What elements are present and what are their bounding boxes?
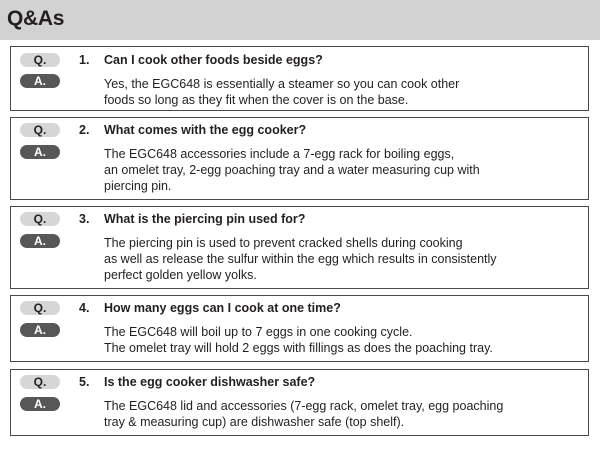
answer-line: The EGC648 will boil up to 7 eggs in one cooking cycle. — [104, 325, 413, 339]
faq-item — [10, 295, 589, 362]
answer-line: tray & measuring cup) are dishwasher safe (top shelf). — [104, 415, 405, 429]
faq-question: Is the egg cooker dishwasher safe? — [104, 375, 316, 389]
page-header — [0, 0, 600, 40]
answer-line: The piercing pin is used to prevent cracked shells during cooking — [104, 236, 463, 250]
faq-question: Can I cook other foods beside eggs? — [104, 53, 323, 67]
faq-number: 3. — [79, 212, 90, 226]
answer-badge: A. — [20, 234, 60, 248]
faq-question: How many eggs can I cook at one time? — [104, 301, 341, 315]
question-badge: Q. — [20, 53, 60, 67]
faq-number: 5. — [79, 375, 90, 389]
question-badge: Q. — [20, 375, 60, 389]
faq-item — [10, 46, 589, 111]
answer-line: piercing pin. — [104, 179, 172, 193]
faq-question: What comes with the egg cooker? — [104, 123, 307, 137]
faq-item — [10, 369, 589, 436]
answer-line: foods so long as they fit when the cover is on the base. — [104, 93, 409, 107]
faq-answer — [104, 324, 574, 356]
answer-line: The EGC648 accessories include a 7-egg rack for boiling eggs, — [104, 147, 455, 161]
answer-line: The omelet tray will hold 2 eggs with fillings as does the poaching tray. — [104, 341, 493, 355]
faq-number: 4. — [79, 301, 90, 315]
answer-line: an omelet tray, 2-egg poaching tray and a water measuring cup with — [104, 163, 480, 177]
answer-badge: A. — [20, 323, 60, 337]
page-title: Q&As — [7, 7, 65, 30]
question-badge: Q. — [20, 212, 60, 226]
faq-item — [10, 206, 589, 289]
faq-item — [10, 117, 589, 200]
answer-line: as well as release the sulfur within the egg which results in consistently — [104, 252, 497, 266]
faq-answer — [104, 398, 574, 430]
faq-answer — [104, 146, 574, 194]
faq-answer — [104, 235, 574, 283]
faq-question: What is the piercing pin used for? — [104, 212, 306, 226]
answer-badge: A. — [20, 397, 60, 411]
faq-number: 1. — [79, 53, 90, 67]
answer-badge: A. — [20, 145, 60, 159]
answer-line: The EGC648 lid and accessories (7-egg rack, omelet tray, egg poaching — [104, 399, 504, 413]
answer-badge: A. — [20, 74, 60, 88]
faq-answer — [104, 76, 574, 108]
faq-number: 2. — [79, 123, 90, 137]
answer-line: Yes, the EGC648 is essentially a steamer so you can cook other — [104, 77, 460, 91]
answer-line: perfect golden yellow yolks. — [104, 268, 257, 282]
question-badge: Q. — [20, 301, 60, 315]
question-badge: Q. — [20, 123, 60, 137]
